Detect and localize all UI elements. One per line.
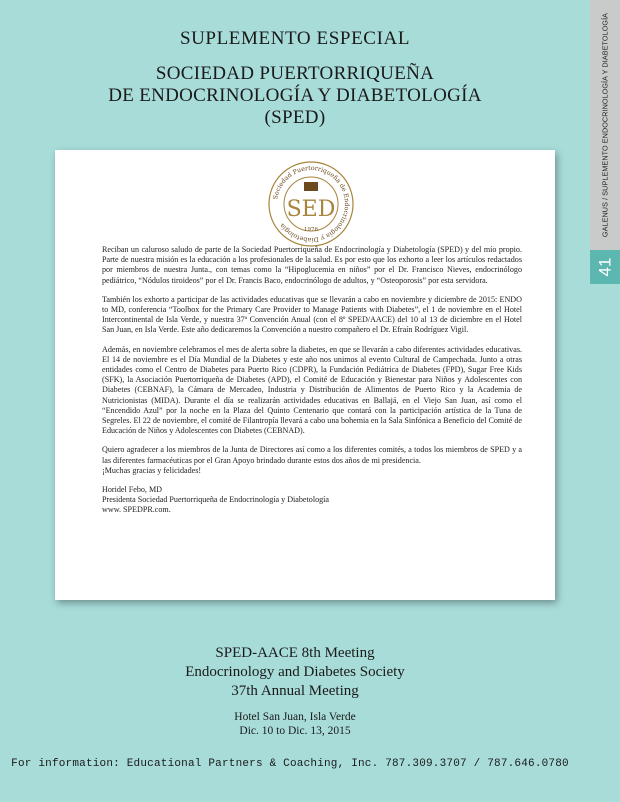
meeting-dates: Dic. 10 to Dic. 13, 2015 [239,725,351,737]
sidebar [590,0,620,802]
letter-paragraph: Reciban un caluroso saludo de parte de la Sociedad Puertorriqueña de Endocrinología y Diabetología (SPED) y del mío propio. Parte de nuestra misión es la educación a los profesionales de la salud. Es por esto que los exhorto a leer los artículos redactados por miembros de nuestra Junta., con temas como la “Hipoglucemia en niños” por el Dr. Francisco Nieves, endocrinólogo pediátrico, “Nódulos tiroideos” por el Dr. Francis Baco, endocrinólogo de adultos, y “Osteoporosis” por esta servidora. [102,245,522,285]
meeting-line1: SPED-AACE 8th Meeting [215,645,375,661]
signature-block [102,485,522,516]
society-title [0,63,590,129]
signature-website: www. SPEDPR.com. [102,505,171,515]
signature-title: Presidenta Sociedad Puertorriqueña de Endocrinología y Diabetología [102,495,330,505]
signature-name: Horidel Febo, MD [102,485,163,495]
meeting-line3: 37th Annual Meeting [231,683,359,699]
meeting-line2: Endocrinology and Diabetes Society [185,664,405,680]
letter-closing: ¡Muchas gracias y felicidades! [102,465,202,475]
running-title: GALENUS / SUPLEMENTO ENDOCRINOLOGÍA Y DIABETOLOGÍA [600,12,610,238]
sidebar-running-head [590,0,620,250]
meeting-announcement [0,644,590,701]
footer-contact: For information: Educational Partners & Coaching, Inc. 787.309.3707 / 787.646.0780 [11,758,569,770]
meeting-venue: Hotel San Juan, Isla Verde [234,711,356,723]
logo-monogram: SED [286,197,336,222]
letter-body [102,245,522,516]
logo-ring-text: Sociedad Puertorriqueña de Endocrinología y Diabetología [272,164,351,244]
sped-logo-icon [267,160,355,248]
logo-badge [304,182,318,191]
society-title-abbr: (SPED) [264,107,326,128]
society-title-line1: SOCIEDAD PUERTORRIQUEÑA [155,63,435,84]
page-number-tab [590,250,620,284]
society-title-line2: DE ENDOCRINOLOGÍA Y DIABETOLOGÍA [108,85,482,106]
letter-card [55,150,555,600]
page-number: 41 [594,257,614,277]
letter-paragraph: También los exhorto a participar de las actividades educativas que se llevarán a cabo en noviembre y diciembre de 2015: ENDO to MD, conferencia “Toolbox for the Primary Care Provider to Manage Patients with Diabetes”, el 1 de noviembre en el Hotel Intercontinental de Isla Verde, y nuestra 37ª Convención Anual (con el 8º SPED/AACE) del 10 al 13 de diciembre en el Hotel San Juan, en Isla Verde. Este año dedicaremos la Convención a nuestro compañero el Dr. Efraín Rodríguez Vigil. [102,294,522,335]
supplement-title: SUPLEMENTO ESPECIAL [179,28,411,49]
letter-paragraph: Además, en noviembre celebramos el mes de alerta sobre la diabetes, en que se llevarán a cabo diferentes actividades educativas. El 14 de noviembre es el Día Mundial de la Diabetes y este año nos unimos al evento Cultural de Campechada. Junto a otras entidades como el Centro de Diabetes para Puerto Rico (CDPR), la Fundación Pediátrica de Diabetes (FPD), Sugar Free Kids (SFK), la Asociación Puertorriqueña de Diabetes (APD), el Comité de Educación y Bienestar para Niños y Adolescentes con Diabetes (CEBNAF), la Cámara de Mercadeo, Industria y Distribución de Alimentos de Puerto Rico y la Academia de Nutricionistas (MIDA). Durante el día se realizarán actividades educativas en Ballajá, en el Viejo San Juan, así como el “Encendido Azul” por la noche en la Plaza del Quinto Centenario que contará con la participación artística de la Tuna de Segreles. El 22 de noviembre, el comité de Filantropía llevará a cabo una bohemia en la Sala Sinfónica a Beneficio del Comité de Educación de Niños y Adolescentes con Diabetes (CEBNAD). [102,344,522,436]
meeting-details [0,710,590,738]
logo-year: 1976 [304,227,318,233]
letter-paragraph: Quiero agradecer a los miembros de la Junta de Directores así como a los diferentes comités, a todos los miembros de SPED y a las diferentes farmacéuticas por el Gran Apoyo brindado durante estos dos años de mi presidencia. [102,445,522,465]
